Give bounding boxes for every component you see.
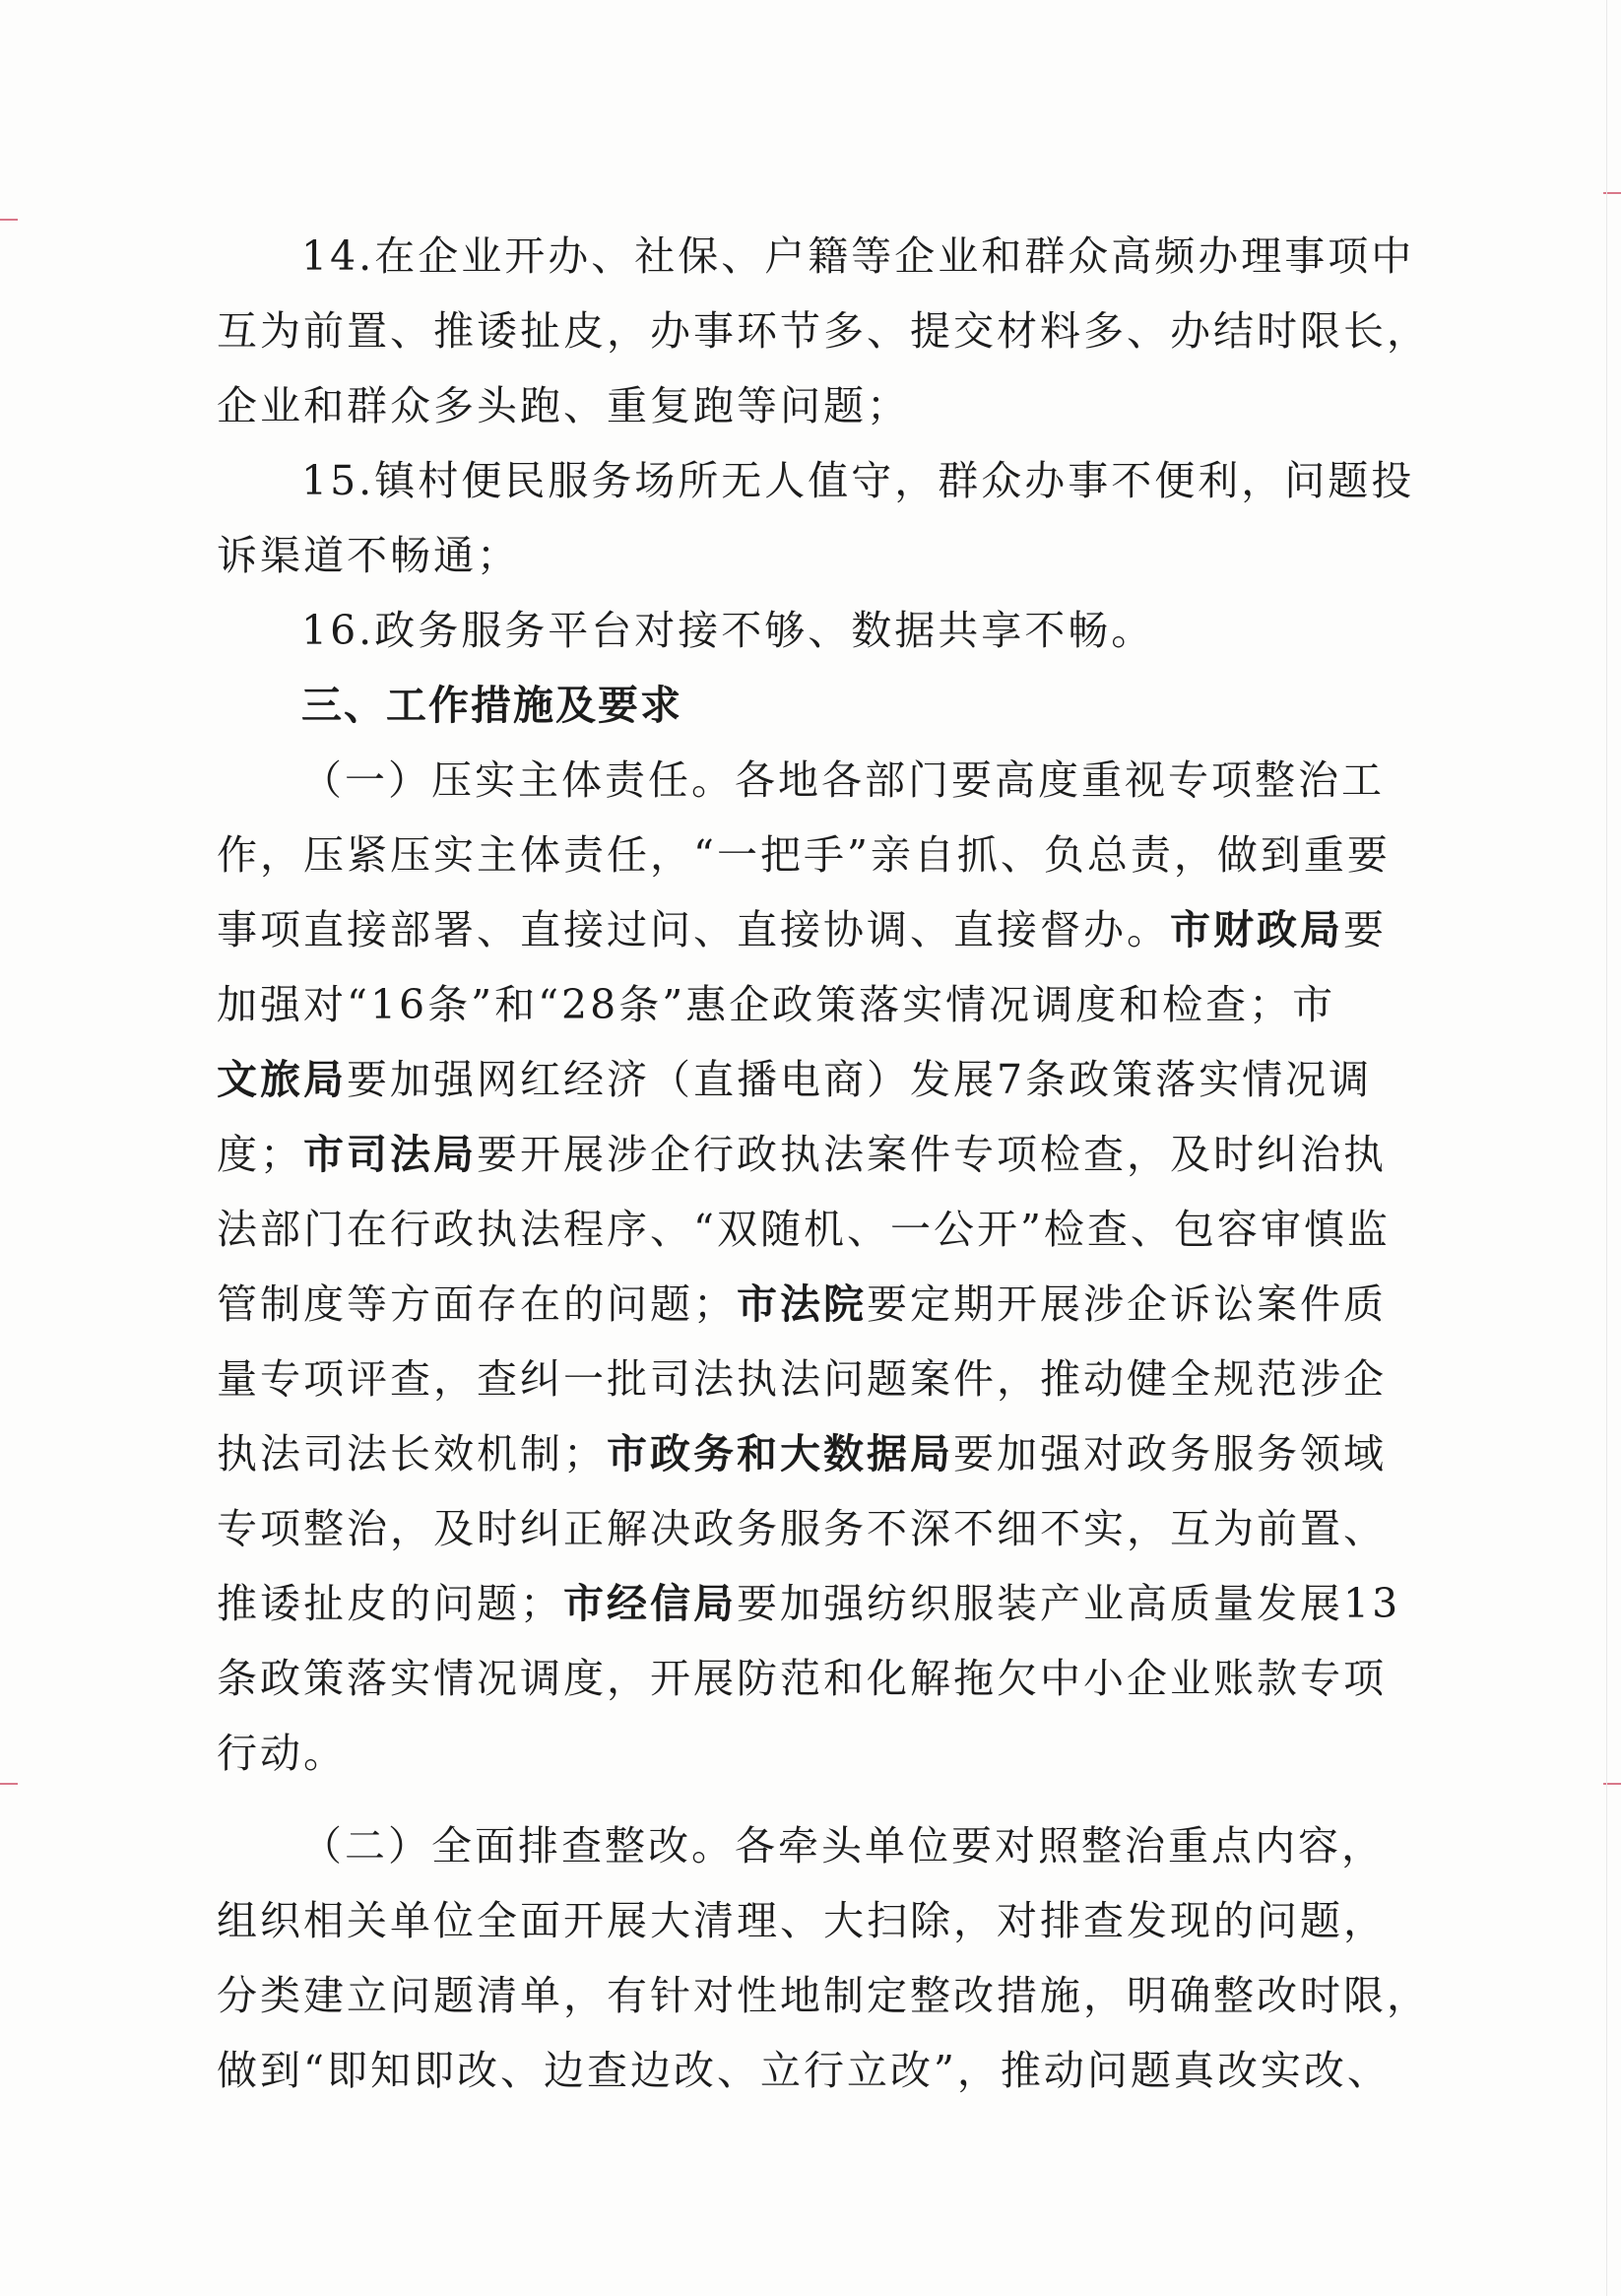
text-run: 要定期开展涉企诉讼案件质 (867, 1280, 1387, 1328)
dept-name: 市法院 (737, 1280, 867, 1328)
dept-name: 市财政局 (1170, 906, 1343, 953)
text-run: 事项直接部署、直接过问、直接协调、直接督办。 (217, 906, 1170, 953)
text-run: 要开展涉企行政执法案件专项检查，及时纠治执 (477, 1131, 1387, 1178)
para-2-line-4: 做到“即知即改、边查边改、立行立改”，推动问题真改实改、 (217, 2047, 1391, 2094)
para-1-line-5 (217, 1042, 1389, 1117)
item-14-line-1: 14.在企业开办、社保、户籍等企业和群众高频办理事项中 (301, 232, 1415, 280)
para-1-line-6 (217, 1117, 1389, 1192)
item-14-line-3: 企业和群众多头跑、重复跑等问题； (217, 382, 910, 429)
text-run: 执法司法长效机制； (217, 1430, 607, 1477)
text-run: 推诿扯皮的问题； (217, 1580, 563, 1627)
para-1-line-11: 专项整治，及时纠正解决政务服务不深不细不实，互为前置、 (217, 1505, 1387, 1552)
para-1-line-2: 作，压紧压实主体责任，“一把手”亲自抓、负总责，做到重要 (217, 831, 1391, 879)
item-14-line-2: 互为前置、推诿扯皮，办事环节多、提交材料多、办结时限长， (217, 307, 1430, 355)
item-15-line-2: 诉渠道不畅通； (217, 532, 520, 579)
text-run: 要加强纺织服装产业高质量发展13 (737, 1580, 1401, 1627)
para-1-line-4: 加强对“16条”和“28条”惠企政策落实情况调度和检查；市 (217, 981, 1336, 1028)
paragraph-gap (217, 1791, 1389, 1808)
scan-edge-line (1606, 0, 1607, 2296)
text-run: 管制度等方面存在的问题； (217, 1280, 737, 1328)
para-1-line-13: 条政策落实情况调度，开展防范和化解拖欠中小企业账款专项 (217, 1655, 1387, 1702)
para-1-line-14: 行动。 (217, 1730, 347, 1777)
para-1-line-12 (217, 1566, 1401, 1641)
para-1-line-8 (217, 1267, 1389, 1342)
item-15-line-1: 15.镇村便民服务场所无人值守，群众办事不便利，问题投 (301, 457, 1415, 504)
dept-name: 文旅局 (217, 1056, 347, 1103)
item-16-line-1: 16.政务服务平台对接不够、数据共享不畅。 (301, 607, 1155, 654)
text-run: 要加强网红经济（直播电商）发展7条政策落实情况调 (347, 1056, 1373, 1103)
para-1-line-1: （一）压实主体责任。各地各部门要高度重视专项整治工 (301, 756, 1385, 804)
dept-name: 市政务和大数据局 (607, 1430, 953, 1477)
para-2-line-3: 分类建立问题清单，有针对性地制定整改措施，明确整改时限， (217, 1972, 1430, 2019)
document-body (217, 219, 1430, 2108)
para-1-line-10 (217, 1416, 1389, 1491)
para-1-line-9: 量专项评查，查纠一批司法执法问题案件，推动健全规范涉企 (217, 1355, 1387, 1403)
margin-mark (0, 1783, 18, 1785)
para-2-line-2: 组织相关单位全面开展大清理、大扫除，对排查发现的问题， (217, 1897, 1387, 1944)
text-run: 度； (217, 1131, 303, 1178)
section-heading: 三、工作措施及要求 (301, 682, 682, 729)
text-run: 要 (1343, 906, 1387, 953)
para-1-line-3 (217, 892, 1389, 967)
para-1-line-7: 法部门在行政执法程序、“双随机、一公开”检查、包容审慎监 (217, 1206, 1391, 1253)
text-run: 要加强对政务服务领域 (953, 1430, 1387, 1477)
para-2-line-1: （二）全面排查整改。各牵头单位要对照整治重点内容， (301, 1822, 1385, 1870)
margin-mark (0, 219, 18, 221)
dept-name: 市经信局 (563, 1580, 737, 1627)
dept-name: 市司法局 (303, 1131, 477, 1178)
